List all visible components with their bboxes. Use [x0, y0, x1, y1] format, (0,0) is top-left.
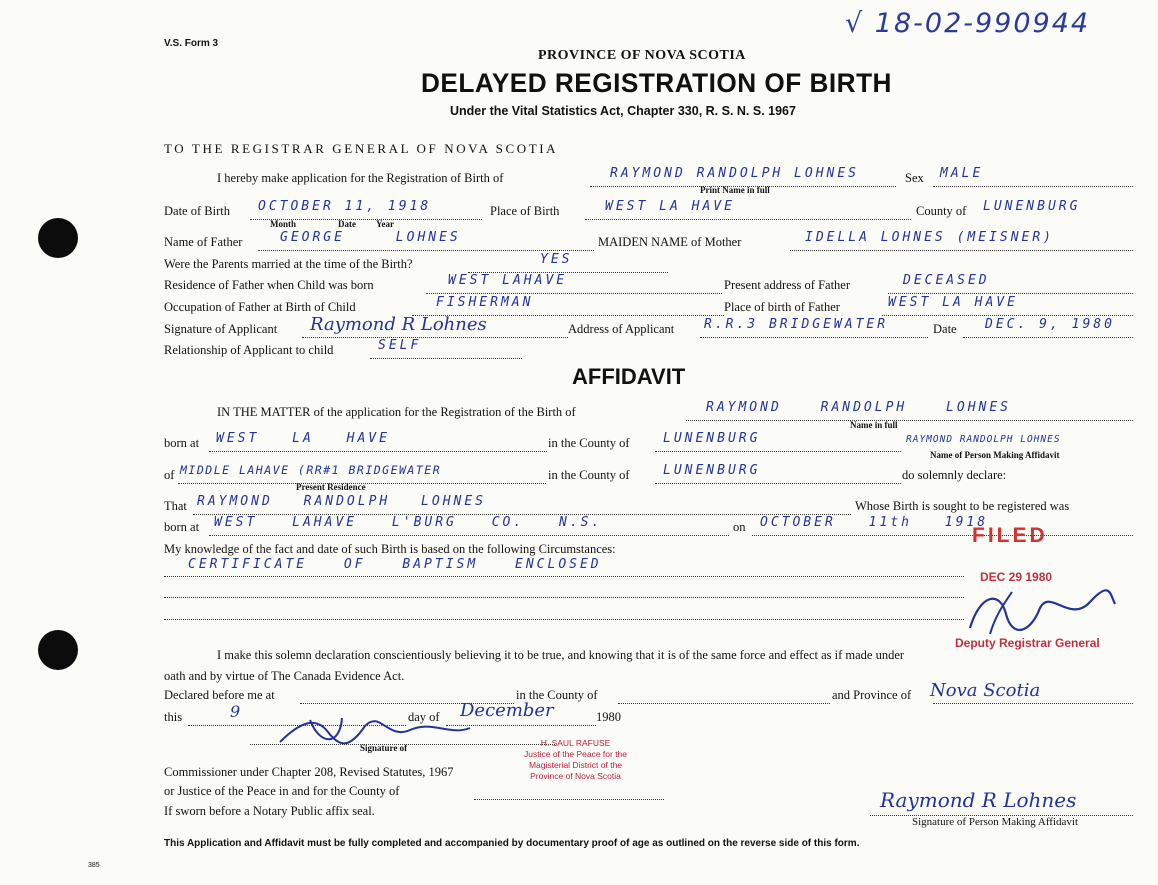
pob-label: Place of Birth — [490, 204, 560, 218]
filed-stamp: FILED — [972, 524, 1048, 547]
dob-label: Date of Birth — [164, 204, 230, 218]
day-of-label: day of — [408, 710, 440, 724]
signature-of-caption: Signature of — [360, 743, 408, 753]
intro-label: I hereby make application for the Registration of Birth of — [217, 171, 504, 185]
pob-value: WEST LA HAVE — [605, 199, 735, 214]
date-caption: Date — [338, 219, 356, 229]
that-label: That — [164, 499, 187, 513]
county-label: County of — [916, 204, 967, 218]
occupation-value: FISHERMAN — [436, 295, 534, 310]
affidavit-title: AFFIDAVIT — [572, 364, 686, 389]
province-value: Nova Scotia — [930, 680, 1041, 701]
in-county-label: in the County of — [548, 436, 630, 450]
declared-in-county-label: in the County of — [516, 688, 598, 702]
affidavit-county-value-2: LUNENBURG — [663, 463, 761, 478]
province-label: and Province of — [832, 688, 912, 702]
matter-label: IN THE MATTER of the application for the Registration of the Birth of — [217, 405, 576, 419]
page-title: DELAYED REGISTRATION OF BIRTH — [421, 68, 892, 98]
month-value: December — [460, 700, 554, 721]
year-caption: Year — [376, 219, 394, 229]
justice-text: or Justice of the Peace in and for the County of — [164, 784, 400, 798]
this-label: this — [164, 710, 183, 724]
month-caption: Month — [270, 219, 297, 229]
commissioner-text: Commissioner under Chapter 208, Revised Statutes, 1967 — [164, 765, 454, 779]
form-number: V.S. Form 3 — [164, 38, 219, 49]
declared-label: Declared before me at — [164, 688, 275, 702]
affiant-signature-caption: Signature of Person Making Affidavit — [912, 816, 1078, 828]
affiant-signature: Raymond R Lohnes — [880, 788, 1077, 812]
present-address-value: DECEASED — [903, 273, 990, 288]
dob-value: OCTOBER 11, 1918 — [258, 199, 432, 214]
sex-value: MALE — [940, 166, 984, 181]
born-at-label: born at — [164, 436, 200, 450]
justice-stamp — [524, 738, 627, 782]
present-residence-value: MIDDLE LAHAVE (RR#1 BRIDGEWATER — [180, 463, 442, 477]
occupation-label: Occupation of Father at Birth of Child — [164, 300, 356, 314]
father-value: GEORGE LOHNES — [280, 230, 461, 245]
knowledge-label: My knowledge of the fact and date of such Birth is based on the following Circumstances: — [164, 542, 616, 556]
deputy-registrar-stamp: Deputy Registrar General — [955, 636, 1100, 650]
solemn-declaration-line-1: I make this solemn declaration conscientiously believing it to be true, and knowing that it is of the same force and effect as if made under — [217, 648, 905, 662]
relationship-label: Relationship of Applicant to child — [164, 343, 334, 357]
date-label: Date — [933, 322, 957, 336]
file-number: √ 18-02-990944 — [845, 8, 1091, 39]
in-county-label-2: in the County of — [548, 468, 630, 482]
print-name-caption: Print Name in full — [700, 185, 770, 195]
applicant-signature: Raymond R Lohnes — [310, 314, 487, 335]
province-heading: PROVINCE OF NOVA SCOTIA — [538, 48, 746, 63]
justice-stamp-line: Province of Nova Scotia — [530, 771, 621, 781]
punch-hole — [38, 630, 78, 670]
punch-hole — [38, 218, 78, 258]
married-value: YES — [540, 252, 573, 267]
county-value: LUNENBURG — [983, 199, 1081, 214]
affiant-name-value: RAYMOND RANDOLPH LOHNES — [906, 434, 1061, 445]
filed-date-stamp: DEC 29 1980 — [980, 570, 1053, 584]
father-pob-label: Place of birth of Father — [724, 300, 840, 314]
mother-label: MAIDEN NAME of Mother — [598, 235, 742, 249]
father-pob-value: WEST LA HAVE — [888, 295, 1018, 310]
that-value: RAYMOND RANDOLPH LOHNES — [197, 494, 487, 509]
born-at-label-2: born at — [164, 520, 200, 534]
declare-label: do solemnly declare: — [902, 468, 1007, 482]
sex-label: Sex — [905, 171, 924, 185]
day-value: 9 — [230, 702, 241, 721]
residence-label: Residence of Father when Child was born — [164, 278, 374, 292]
page-code: 385 — [88, 862, 100, 869]
application-date-value: DEC. 9, 1980 — [985, 317, 1115, 332]
married-label: Were the Parents married at the time of the Birth? — [164, 257, 413, 271]
matter-value: RAYMOND RANDOLPH LOHNES — [706, 400, 1012, 415]
on-label: on — [733, 520, 746, 534]
page-subtitle: Under the Vital Statistics Act, Chapter 330, R. S. N. S. 1967 — [450, 104, 796, 118]
affiant-caption: Name of Person Making Affidavit — [930, 450, 1060, 460]
justice-stamp-line: Justice of the Peace for the — [524, 749, 628, 759]
footer-note: This Application and Affidavit must be fully completed and accompanied by documentary proof of age as outlined on the reverse side of this form. — [164, 838, 860, 849]
present-residence-caption: Present Residence — [296, 482, 366, 492]
applicant-name-value: RAYMOND RANDOLPH LOHNES — [610, 166, 860, 181]
born-at-value: WEST LA HAVE — [216, 431, 390, 446]
name-in-full-caption: Name in full — [850, 420, 898, 430]
solemn-declaration-line-2: oath and by virtue of The Canada Evidence Act. — [164, 669, 405, 683]
whose-birth-label: Whose Birth is sought to be registered was — [855, 499, 1070, 513]
residence-value: WEST LAHAVE — [448, 273, 568, 288]
signature-label: Signature of Applicant — [164, 322, 278, 336]
justice-stamp-line: H. SAUL RAFUSE — [540, 738, 611, 748]
year-value: 1980 — [596, 710, 621, 724]
addressee-line: TO THE REGISTRAR GENERAL OF NOVA SCOTIA — [164, 141, 559, 156]
notary-text: If sworn before a Notary Public affix seal. — [164, 804, 375, 818]
of-label: of — [164, 468, 175, 482]
born-at-value-2: WEST LAHAVE L'BURG CO. N.S. — [214, 515, 603, 530]
on-value: OCTOBER 11th 1918 — [760, 515, 989, 530]
present-address-label: Present address of Father — [724, 278, 851, 292]
relationship-value: SELF — [378, 338, 422, 353]
mother-value: IDELLA LOHNES (MEISNER) — [805, 230, 1055, 245]
applicant-address-value: R.R.3 BRIDGEWATER — [704, 317, 889, 332]
justice-stamp-line: Magisterial District of the — [528, 760, 623, 770]
father-label: Name of Father — [164, 235, 243, 249]
applicant-address-label: Address of Applicant — [568, 322, 675, 336]
affidavit-county-value: LUNENBURG — [663, 431, 761, 446]
registrar-signature — [960, 584, 1120, 640]
circumstances-value: CERTIFICATE OF BAPTISM ENCLOSED — [188, 557, 602, 572]
